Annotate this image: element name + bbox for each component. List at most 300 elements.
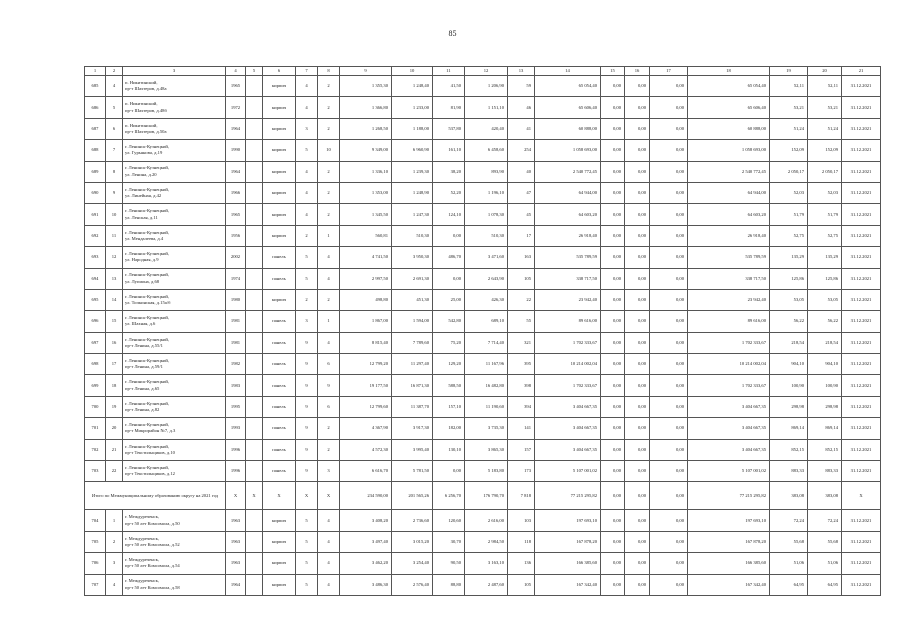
value-c18: 1 058 693,00 [688, 140, 770, 161]
column-5-value [246, 182, 263, 203]
value-c15: 0,00 [601, 531, 625, 552]
value-c18: 89 616,00 [688, 311, 770, 332]
local-number: 3 [106, 553, 123, 574]
value-c17: 0,00 [650, 247, 688, 268]
value-c18: 167 878,20 [688, 531, 770, 552]
address-locality: г. Ленинск-Кузнецкий, [125, 379, 170, 385]
address-street: пр-т 50 лет Комсомола, д.58 [125, 584, 180, 590]
value-c17: 0,00 [650, 289, 688, 310]
floors-count: 9 [296, 461, 318, 482]
table-row [85, 118, 881, 139]
wall-material: панель [263, 439, 296, 460]
build-year: 1974 [226, 268, 246, 289]
value-c20: 152,09 [808, 140, 842, 161]
build-year: 1964 [226, 118, 246, 139]
floors-count: 4 [296, 97, 318, 118]
value-c13: 46 [508, 97, 535, 118]
completion-date: 31.12.2021 [842, 461, 881, 482]
column-5-value [246, 375, 263, 396]
value-c18: 3 404 667,35 [688, 418, 770, 439]
value-c11: 0,00 [433, 461, 465, 482]
value-c19: 64,95 [770, 574, 808, 595]
completion-date: 31.12.2021 [842, 140, 881, 161]
completion-date: 31.12.2021 [842, 247, 881, 268]
local-number: 2 [106, 531, 123, 552]
column-5-value [246, 247, 263, 268]
wall-material: кирпич [263, 225, 296, 246]
total-c13: 7 818 [508, 482, 535, 510]
value-c16: 0,00 [625, 354, 650, 375]
value-c15: 0,00 [601, 118, 625, 139]
value-c13: 394 [508, 396, 535, 417]
value-c14: 2 540 772,45 [535, 161, 601, 182]
value-c9: 560,81 [340, 225, 392, 246]
value-c9: 1 268,50 [340, 118, 392, 139]
value-c13: 321 [508, 332, 535, 353]
build-year: 1983 [226, 375, 246, 396]
address-cell [123, 396, 226, 417]
value-c10: 3 015,20 [392, 531, 433, 552]
table-row [85, 396, 881, 417]
value-c15: 0,00 [601, 396, 625, 417]
table-row [85, 439, 881, 460]
completion-date: 31.12.2021 [842, 354, 881, 375]
floors-count: 3 [296, 311, 318, 332]
value-c17: 0,00 [650, 332, 688, 353]
completion-date: 31.12.2021 [842, 76, 881, 97]
value-c20: 53,21 [808, 97, 842, 118]
address-locality: г. Ленинск-Кузнецкий, [125, 208, 170, 214]
value-c15: 0,00 [601, 161, 625, 182]
value-c19: 52,03 [770, 182, 808, 203]
value-c16: 0,00 [625, 161, 650, 182]
address-cell [123, 510, 226, 531]
value-c18: 10 214 002,04 [688, 354, 770, 375]
wall-material: кирпич [263, 182, 296, 203]
value-c19: 53,05 [770, 289, 808, 310]
build-year: 1995 [226, 396, 246, 417]
column-5-value [246, 161, 263, 182]
completion-date: 31.12.2021 [842, 225, 881, 246]
total-c4: X [226, 482, 246, 510]
local-number: 15 [106, 311, 123, 332]
address-cell [123, 118, 226, 139]
value-c20: 100,90 [808, 375, 842, 396]
address-street: пр-т 50 лет Комсомола, д.50 [125, 520, 180, 526]
table-row [85, 247, 881, 268]
completion-date: 31.12.2021 [842, 553, 881, 574]
wall-material: панель [263, 268, 296, 289]
column-number-row [85, 67, 881, 76]
entrances-count: 6 [318, 396, 340, 417]
value-c18: 60 888,00 [688, 118, 770, 139]
value-c17: 0,00 [650, 182, 688, 203]
value-c11: 486,70 [433, 247, 465, 268]
value-c11: 124,10 [433, 204, 465, 225]
table-row [85, 354, 881, 375]
address-street: ул. Линейная, д.42 [125, 193, 162, 199]
total-c20: 383,08 [808, 482, 842, 510]
address-cell [123, 574, 226, 595]
table-row [85, 375, 881, 396]
value-c19: 135,29 [770, 247, 808, 268]
value-c18: 338 717,50 [688, 268, 770, 289]
total-c14: 77 215 295,82 [535, 482, 601, 510]
value-c17: 0,00 [650, 76, 688, 97]
build-year: 1980 [226, 289, 246, 310]
completion-date: 31.12.2021 [842, 531, 881, 552]
row-number: 701 [85, 418, 106, 439]
column-5-value [246, 510, 263, 531]
value-c13: 395 [508, 354, 535, 375]
row-number: 700 [85, 396, 106, 417]
value-c13: 163 [508, 247, 535, 268]
value-c19: 72,24 [770, 510, 808, 531]
value-c18: 166 385,60 [688, 553, 770, 574]
local-number: 9 [106, 182, 123, 203]
value-c17: 0,00 [650, 553, 688, 574]
address-street: пр-т Ленина, д.59/1 [125, 364, 163, 370]
value-c14: 26 918,40 [535, 225, 601, 246]
value-c12: 2 984,50 [465, 531, 508, 552]
address-street: пр-т Шахтеров, д.48б [125, 107, 167, 113]
value-c14: 3 404 667,35 [535, 439, 601, 460]
value-c16: 0,00 [625, 182, 650, 203]
build-year: 1990 [226, 140, 246, 161]
column-5-value [246, 118, 263, 139]
address-street: ул. Ленина, д.20 [125, 171, 157, 177]
value-c20: 904,10 [808, 354, 842, 375]
value-c17: 0,00 [650, 268, 688, 289]
local-number: 11 [106, 225, 123, 246]
column-number: 15 [601, 67, 625, 76]
value-c13: 105 [508, 574, 535, 595]
page-number: 85 [448, 29, 457, 38]
address-locality: г. Междуреченск, [125, 535, 159, 541]
local-number: 16 [106, 332, 123, 353]
total-c16: 0,00 [625, 482, 650, 510]
value-c14: 1 702 333,67 [535, 332, 601, 353]
floors-count: 5 [296, 510, 318, 531]
completion-date: 31.12.2021 [842, 332, 881, 353]
value-c9: 1 336,10 [340, 161, 392, 182]
row-number: 695 [85, 289, 106, 310]
entrances-count: 4 [318, 332, 340, 353]
value-c11: 0,00 [433, 225, 465, 246]
build-year: 1996 [226, 461, 246, 482]
wall-material: кирпич [263, 118, 296, 139]
column-number: 11 [433, 67, 465, 76]
value-c14: 10 214 002,04 [535, 354, 601, 375]
row-number: 691 [85, 204, 106, 225]
completion-date: 31.12.2021 [842, 375, 881, 396]
local-number: 4 [106, 574, 123, 595]
value-c19: 852,15 [770, 439, 808, 460]
value-c11: 129,20 [433, 354, 465, 375]
value-c12: 3 471,60 [465, 247, 508, 268]
value-c11: 542,80 [433, 311, 465, 332]
value-c16: 0,00 [625, 97, 650, 118]
local-number: 12 [106, 247, 123, 268]
value-c17: 0,00 [650, 510, 688, 531]
table-row [85, 97, 881, 118]
value-c20: 883,33 [808, 461, 842, 482]
table-row [85, 332, 881, 353]
row-number: 687 [85, 118, 106, 139]
value-c10: 6 960,90 [392, 140, 433, 161]
value-c14: 338 717,50 [535, 268, 601, 289]
completion-date: 31.12.2021 [842, 574, 881, 595]
value-c11: 90,50 [433, 553, 465, 574]
address-locality: г. Междуреченск, [125, 557, 159, 563]
wall-material: кирпич [263, 510, 296, 531]
address-locality: г. Ленинск-Кузнецкий, [125, 251, 170, 257]
column-number: 3 [123, 67, 226, 76]
column-5-value [246, 574, 263, 595]
table-row [85, 268, 881, 289]
value-c11: 157,10 [433, 396, 465, 417]
value-c12: 16 482,80 [465, 375, 508, 396]
table-row [85, 311, 881, 332]
row-number: 703 [85, 461, 106, 482]
value-c19: 883,33 [770, 461, 808, 482]
value-c13: 55 [508, 311, 535, 332]
total-c6: X [263, 482, 296, 510]
value-c9: 3 497,40 [340, 531, 392, 552]
value-c14: 5 107 001,02 [535, 461, 601, 482]
column-number: 13 [508, 67, 535, 76]
value-c20: 869,14 [808, 418, 842, 439]
value-c19: 869,14 [770, 418, 808, 439]
value-c13: 398 [508, 375, 535, 396]
value-c14: 64 603,20 [535, 204, 601, 225]
address-street: ул. Лупиона, д.68 [125, 278, 160, 284]
value-c17: 0,00 [650, 354, 688, 375]
value-c18: 65 606,40 [688, 97, 770, 118]
build-year: 1963 [226, 531, 246, 552]
value-c11: 88,80 [433, 574, 465, 595]
address-locality: г. Междуреченск, [125, 514, 159, 520]
value-c14: 3 404 667,35 [535, 396, 601, 417]
address-cell [123, 332, 226, 353]
floors-count: 9 [296, 375, 318, 396]
value-c12: 11 190,60 [465, 396, 508, 417]
entrances-count: 9 [318, 375, 340, 396]
value-c17: 0,00 [650, 140, 688, 161]
value-c20: 51,06 [808, 553, 842, 574]
address-street: пр-т Шахтеров, д.50а [125, 128, 167, 134]
value-c11: 182,00 [433, 418, 465, 439]
address-cell [123, 311, 226, 332]
value-c13: 103 [508, 510, 535, 531]
value-c15: 0,00 [601, 332, 625, 353]
value-c14: 197 693,10 [535, 510, 601, 531]
floors-count: 5 [296, 574, 318, 595]
value-c15: 0,00 [601, 97, 625, 118]
local-number: 19 [106, 396, 123, 417]
value-c9: 3 408,20 [340, 510, 392, 531]
value-c19: 52,11 [770, 76, 808, 97]
value-c17: 0,00 [650, 375, 688, 396]
completion-date: 31.12.2021 [842, 97, 881, 118]
local-number: 7 [106, 140, 123, 161]
address-cell [123, 418, 226, 439]
column-number: 21 [842, 67, 881, 76]
value-c20: 52,11 [808, 76, 842, 97]
value-c12: 1 151,10 [465, 97, 508, 118]
value-c19: 100,90 [770, 375, 808, 396]
value-c19: 2 050,17 [770, 161, 808, 182]
entrances-count: 2 [318, 76, 340, 97]
value-c12: 2 487,60 [465, 574, 508, 595]
address-street: ул. Шахная, д.6 [125, 321, 156, 327]
value-c18: 197 693,10 [688, 510, 770, 531]
entrances-count: 2 [318, 204, 340, 225]
floors-count: 5 [296, 268, 318, 289]
value-c13: 40 [508, 161, 535, 182]
value-c17: 0,00 [650, 396, 688, 417]
entrances-count: 2 [318, 182, 340, 203]
table-row [85, 553, 881, 574]
floors-count: 3 [296, 118, 318, 139]
column-5-value [246, 332, 263, 353]
table-row [85, 418, 881, 439]
value-c10: 1 248,90 [392, 182, 433, 203]
address-street: пр-т 50 лет Комсомола, д.54 [125, 563, 180, 569]
entrances-count: 1 [318, 311, 340, 332]
column-5-value [246, 140, 263, 161]
value-c20: 56,22 [808, 311, 842, 332]
value-c19: 51,24 [770, 118, 808, 139]
column-5-value [246, 76, 263, 97]
value-c20: 53,05 [808, 289, 842, 310]
value-c9: 3 462,20 [340, 553, 392, 574]
row-number: 696 [85, 311, 106, 332]
column-5-value [246, 461, 263, 482]
value-c11: 30,70 [433, 531, 465, 552]
value-c16: 0,00 [625, 461, 650, 482]
column-5-value [246, 553, 263, 574]
value-c9: 8 815,40 [340, 332, 392, 353]
completion-date: 31.12.2021 [842, 118, 881, 139]
value-c10: 510,30 [392, 225, 433, 246]
value-c15: 0,00 [601, 574, 625, 595]
address-street: пр-т Текстильщиков, д.10 [125, 449, 175, 455]
value-c10: 1 239,30 [392, 161, 433, 182]
wall-material: кирпич [263, 97, 296, 118]
address-locality: г. Ленинск-Кузнецкий, [125, 443, 170, 449]
address-cell [123, 289, 226, 310]
value-c12: 7 714,40 [465, 332, 508, 353]
value-c19: 52,75 [770, 225, 808, 246]
wall-material: панель [263, 311, 296, 332]
value-c16: 0,00 [625, 204, 650, 225]
value-c9: 1 366,80 [340, 97, 392, 118]
value-c16: 0,00 [625, 225, 650, 246]
column-number: 16 [625, 67, 650, 76]
column-5-value [246, 531, 263, 552]
value-c12: 3 735,30 [465, 418, 508, 439]
row-number: 692 [85, 225, 106, 246]
row-number: 699 [85, 375, 106, 396]
entrances-count: 10 [318, 140, 340, 161]
value-c16: 0,00 [625, 140, 650, 161]
column-5-value [246, 289, 263, 310]
entrances-count: 4 [318, 574, 340, 595]
value-c9: 1 355,30 [340, 76, 392, 97]
address-street: пр-т Текстильщиков, д.12 [125, 471, 175, 477]
value-c12: 5 183,80 [465, 461, 508, 482]
column-5-value [246, 225, 263, 246]
value-c18: 26 918,40 [688, 225, 770, 246]
entrances-count: 2 [318, 289, 340, 310]
completion-date: 31.12.2021 [842, 439, 881, 460]
address-cell [123, 97, 226, 118]
value-c20: 64,95 [808, 574, 842, 595]
entrances-count: 2 [318, 418, 340, 439]
total-label: Итого по Межмуниципальному образованию округу на 2021 год [85, 482, 226, 510]
value-c10: 451,30 [392, 289, 433, 310]
address-street: ул. Народная, д.9 [125, 257, 159, 263]
value-c14: 60 888,00 [535, 118, 601, 139]
value-c9: 1 867,00 [340, 311, 392, 332]
column-number: 17 [650, 67, 688, 76]
address-street: пр-т Микрорайон №7, д.3 [125, 428, 176, 434]
row-number: 698 [85, 354, 106, 375]
value-c13: 136 [508, 553, 535, 574]
column-number: 19 [770, 67, 808, 76]
value-c10: 1 248,40 [392, 76, 433, 97]
value-c17: 0,00 [650, 97, 688, 118]
build-year: 1964 [226, 574, 246, 595]
value-c11: 52,20 [433, 182, 465, 203]
table-row [85, 182, 881, 203]
value-c18: 3 404 667,35 [688, 396, 770, 417]
completion-date: 31.12.2021 [842, 418, 881, 439]
value-c19: 218,54 [770, 332, 808, 353]
value-c18: 23 942,40 [688, 289, 770, 310]
value-c20: 125,86 [808, 268, 842, 289]
entrances-count: 4 [318, 247, 340, 268]
value-c17: 0,00 [650, 574, 688, 595]
value-c10: 2 576,40 [392, 574, 433, 595]
value-c10: 1 594,00 [392, 311, 433, 332]
build-year: 1965 [226, 204, 246, 225]
value-c9: 12 799,20 [340, 354, 392, 375]
table-row [85, 76, 881, 97]
value-c10: 2 736,60 [392, 510, 433, 531]
value-c9: 9 349,00 [340, 140, 392, 161]
value-c10: 3 995,40 [392, 439, 433, 460]
address-cell [123, 161, 226, 182]
column-5-value [246, 97, 263, 118]
value-c9: 12 799,60 [340, 396, 392, 417]
total-c10: 201 565,26 [392, 482, 433, 510]
value-c13: 173 [508, 461, 535, 482]
column-5-value [246, 396, 263, 417]
address-cell [123, 268, 226, 289]
value-c12: 1 206,90 [465, 76, 508, 97]
value-c14: 64 944,00 [535, 182, 601, 203]
value-c14: 1 058 693,00 [535, 140, 601, 161]
column-5-value [246, 418, 263, 439]
value-c20: 72,24 [808, 510, 842, 531]
value-c11: 75,20 [433, 332, 465, 353]
value-c18: 535 789,59 [688, 247, 770, 268]
address-cell [123, 76, 226, 97]
value-c17: 0,00 [650, 418, 688, 439]
value-c19: 152,09 [770, 140, 808, 161]
